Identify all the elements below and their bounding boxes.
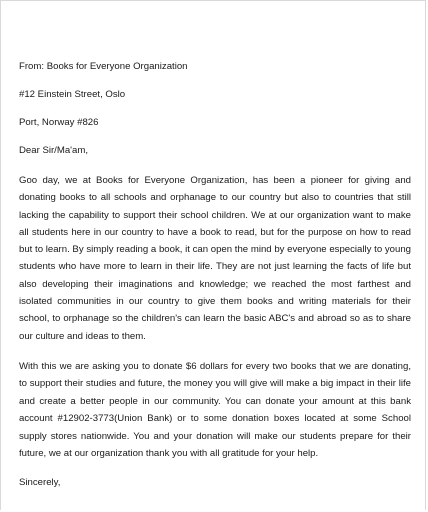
- body-paragraph-2: With this we are asking you to donate $6 dollars for every two books that we are donating, to support their studies and future, the money you will give will make a big impact in their life and create a better people in our community. You can donate your amount at this bank account #12902-3773(Union Bank) or to some donation boxes located at some School supply stores nationwide. You and your donation will make our students prepare for their future, we at our organization thank you with all gratitude for your help.: [19, 360, 411, 459]
- letter-body: [19, 61, 411, 489]
- closing: Sincerely,: [19, 477, 61, 489]
- address-line-1: #12 Einstein Street, Oslo: [19, 89, 126, 100]
- body-paragraph-1: Goo day, we at Books for Everyone Organization, has been a pioneer for giving and donating books to all schools and orphanage to our country but also to countries that still lacking the capability to support their school children. We at our organization want to make all students here in our country to have a book to read, but for the purpose on how to read but to learn. By simply reading a book, it can open the mind by everyone especially to young students who have more to learn in their life. They are not just learning the facts of life but also developing their imaginations and knowledge; we reached the most farthest and isolated communities in our country to give them books and writing materials for their school, to orphanage so the children's can learn the basic ABC's and abroad so as to share our culture and ideas to them.: [19, 175, 411, 342]
- address-line-2: Port, Norway #826: [19, 117, 99, 128]
- sender-line: From: Books for Everyone Organization: [19, 61, 188, 72]
- salutation: Dear Sir/Ma'am,: [19, 145, 89, 156]
